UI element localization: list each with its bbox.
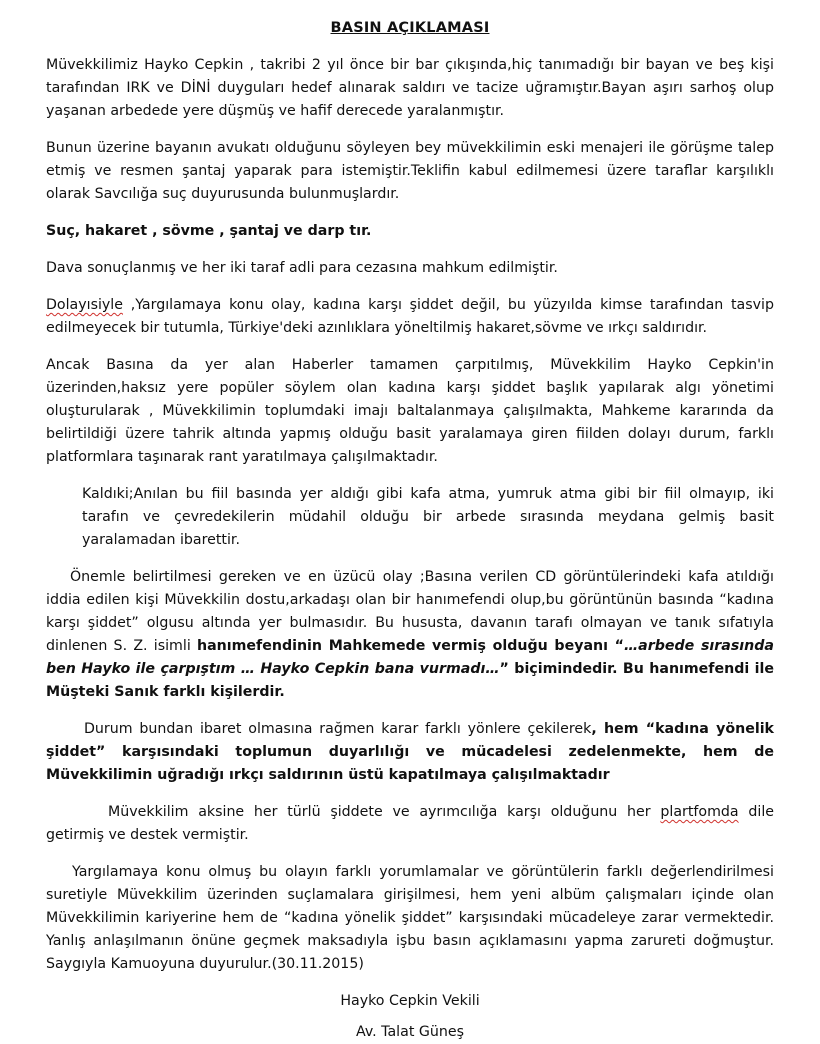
paragraph-8-text: Önemle belirtilmesi gereken ve en üzücü olay ;Basına verilen CD görüntülerindeki kafa atıldığı iddia edilen kişi Müvekkilin dostu,arkadaşı olan bir hanımefendi olup,bu görüntünün basında “kadına karşı şiddet” olgusu altında yer bulmasıdır. Bu hususta, davanın tarafı olmayan ve tanık sıfatıyla dinlenen S. Z. isimli [46,569,774,654]
paragraph-8 [46,566,774,704]
paragraph-9-bold-b: karşısındaki toplumun duyarlılığı ve mücadelesi zedelenmekte, hem de Müvekkilimin uğradığı ırkçı saldırının üstü kapatılmaya çalışılmaktadır [46,744,774,783]
paragraph-10 [46,801,774,847]
paragraph-8-bold-end: ” biçimindedir. Bu hanımefendi ile Müşteki Sanık farklı kişilerdir. [46,661,775,700]
paragraph-11: Yargılamaya konu olmuş bu olayın farklı yorumlamalar ve görüntülerin farklı değerlendirilmesi suretiyle Müvekkilim üzerinden suçlamalara girişilmesi, hem yeni albüm çalışmaları içinde olan Müvekkilimin kariyerine hem de “kadına yönelik şiddet” karşısındaki mücadeleye zarar vermektedir. Yanlış anlaşılmanın önüne geçmek maksadıyla işbu basın açıklamasını yapma zarureti doğmuştur. Saygıyla Kamuoyuna duyurulur.(30.11.2015) [46,864,774,972]
paragraph-3-charges: Suç, hakaret , sövme , şantaj ve darp tır. [46,223,372,239]
paragraph-10-text-b: dile getirmiş ve destek vermiştir. [46,804,774,843]
paragraph-5-text: ,Yargılamaya konu olay, kadına karşı şiddet değil, bu yüzyılda kimse tarafından tasvip edilmeyecek bir tutumla, Türkiye'deki azınlıklara yöneltilmiş hakaret,sövme ve ırkçı saldırıdır. [46,297,774,336]
paragraph-4: Dava sonuçlanmış ve her iki taraf adli para cezasına mahkum edilmiştir. [46,260,558,276]
paragraph-2: Bunun üzerine bayanın avukatı olduğunu söyleyen bey müvekkilimin eski menajeri ile görüşme talep etmiş ve resmen şantaj yaparak para istemiştir.Teklifin kabul edilmemesi üzere taraflar karşılıklı olarak Savcılığa suç duyurusunda bulunmuşlardır. [46,140,774,202]
paragraph-7: Kaldıki;Anılan bu fiil basında yer aldığı gibi kafa atma, yumruk atma gibi bir fiil olmayıp, iki tarafın ve çevredekilerin müdahil olduğu bir arbede sırasında meydana gelmiş basit yaralamadan ibarettir. [82,486,774,548]
spellcheck-flagged-word-2: plartfomda [660,804,739,820]
document-title: BASIN AÇIKLAMASI [330,20,490,36]
paragraph-9-bold-a: , hem “kadına yönelik şiddet” [46,721,774,760]
signature-title: Hayko Cepkin Vekili [340,993,480,1009]
paragraph-1: Müvekkilimiz Hayko Cepkin , takribi 2 yıl önce bir bar çıkışında,hiç tanımadığı bir bayan ve beş kişi tarafından IRK ve DİNİ duyguları hedef alınarak saldırı ve tacize uğramıştır.Bayan aşırı sarhoş olup yaşanan arbedede yere düşmüş ve hafif derecede yaralanmıştır. [46,57,774,119]
paragraph-8-quote: …arbede sırasında ben Hayko ile çarpıştım … Hayko Cepkin bana vurmadı… [46,638,774,677]
spellcheck-flagged-word: Dolayısiyle [46,297,123,313]
paragraph-6: Ancak Basına da yer alan Haberler tamamen çarpıtılmış, Müvekkilim Hayko Cepkin'in üzerinden,haksız yere popüler söylem olan kadına karşı şiddet başlık yapılarak algı yönetimi oluşturularak , Müvekkilimin toplumdaki imajı baltalanmaya çalışılmakta, Mahkeme kararında da belirtildiği üzere tahrik altında yapmış olduğu basit yaralamaya giren fiilden dolayı durum, farklı platformlara taşınarak rant yaratılmaya çalışılmaktadır. [46,357,774,465]
signature-name: Av. Talat Güneş [355,1024,464,1040]
paragraph-9 [46,718,774,787]
paragraph-5 [46,294,774,340]
paragraph-10-text-a: Müvekkilim aksine her türlü şiddete ve ayrımcılığa karşı olduğunu her [108,804,661,820]
paragraph-8-bold: hanımefendinin Mahkemede vermiş olduğu beyanı “ [197,638,624,654]
paragraph-9-text: Durum bundan ibaret olmasına rağmen karar farklı yönlere çekilerek [84,721,592,737]
